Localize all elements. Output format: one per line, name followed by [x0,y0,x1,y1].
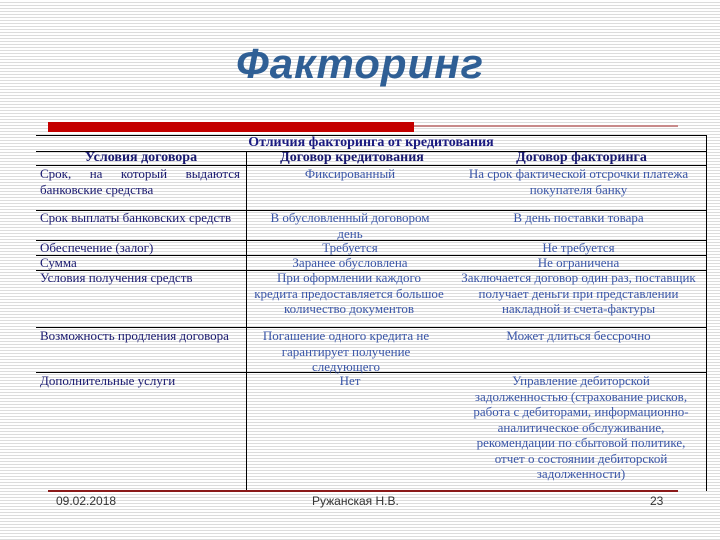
cell-credit: При оформлении каждого кредита предоставляется большое количество документов [254,270,444,316]
cell-condition: Условия получения средств [40,270,193,285]
cell-factoring: Управление дебиторской задолженностью (страхование рисков, работа с дебиторами, информационно-аналитическое обслуживание, рекомендации по сбытовой политике, отчет о состоянии дебиторской задолженности) [473,373,689,481]
title-accent-line [414,125,678,127]
title-accent-bar [48,122,414,132]
cell-condition: Срок, на который выдаются банковские средства [40,166,240,197]
cell-factoring: В день поставки товара [513,210,644,225]
table-caption: Отличия факторинга от кредитования [248,135,494,150]
cell-credit: Требуется [322,240,378,255]
cell-factoring: Не ограничена [537,255,620,270]
header-factoring: Договор факторинга [516,150,647,165]
footer-author: Ружанская Н.В. [312,494,399,508]
cell-factoring: Не требуется [542,240,615,255]
column-divider [246,151,247,491]
cell-credit: В обусловленный договором день [270,210,430,241]
cell-condition: Возможность продления договора [40,328,229,343]
footer-page-number: 23 [650,494,664,508]
cell-condition: Срок выплаты банковских средств [40,210,232,225]
footer-date: 09.02.2018 [56,494,117,508]
comparison-table [36,135,707,491]
cell-credit: Погашение одного кредита не гарантирует получение следующего [262,328,430,374]
footer-line [48,490,678,492]
cell-credit: Фиксированный [304,166,396,181]
header-credit: Договор кредитования [280,150,424,165]
cell-factoring: На срок фактической отсрочки платежа покупателя банку [468,166,689,197]
cell-condition: Сумма [40,255,77,270]
cell-credit: Нет [339,373,361,388]
cell-factoring: Может длиться бессрочно [506,328,651,343]
header-conditions: Условия договора [84,150,198,165]
slide-title: Факторинг [236,40,484,87]
cell-condition: Дополнительные услуги [40,373,176,388]
cell-factoring: Заключается договор один раз, поставщик получает деньги при представлении накладной и счета-фактуры [461,270,696,316]
cell-condition: Обеспечение (залог) [40,240,154,255]
cell-credit: Заранее обусловлена [292,255,408,270]
